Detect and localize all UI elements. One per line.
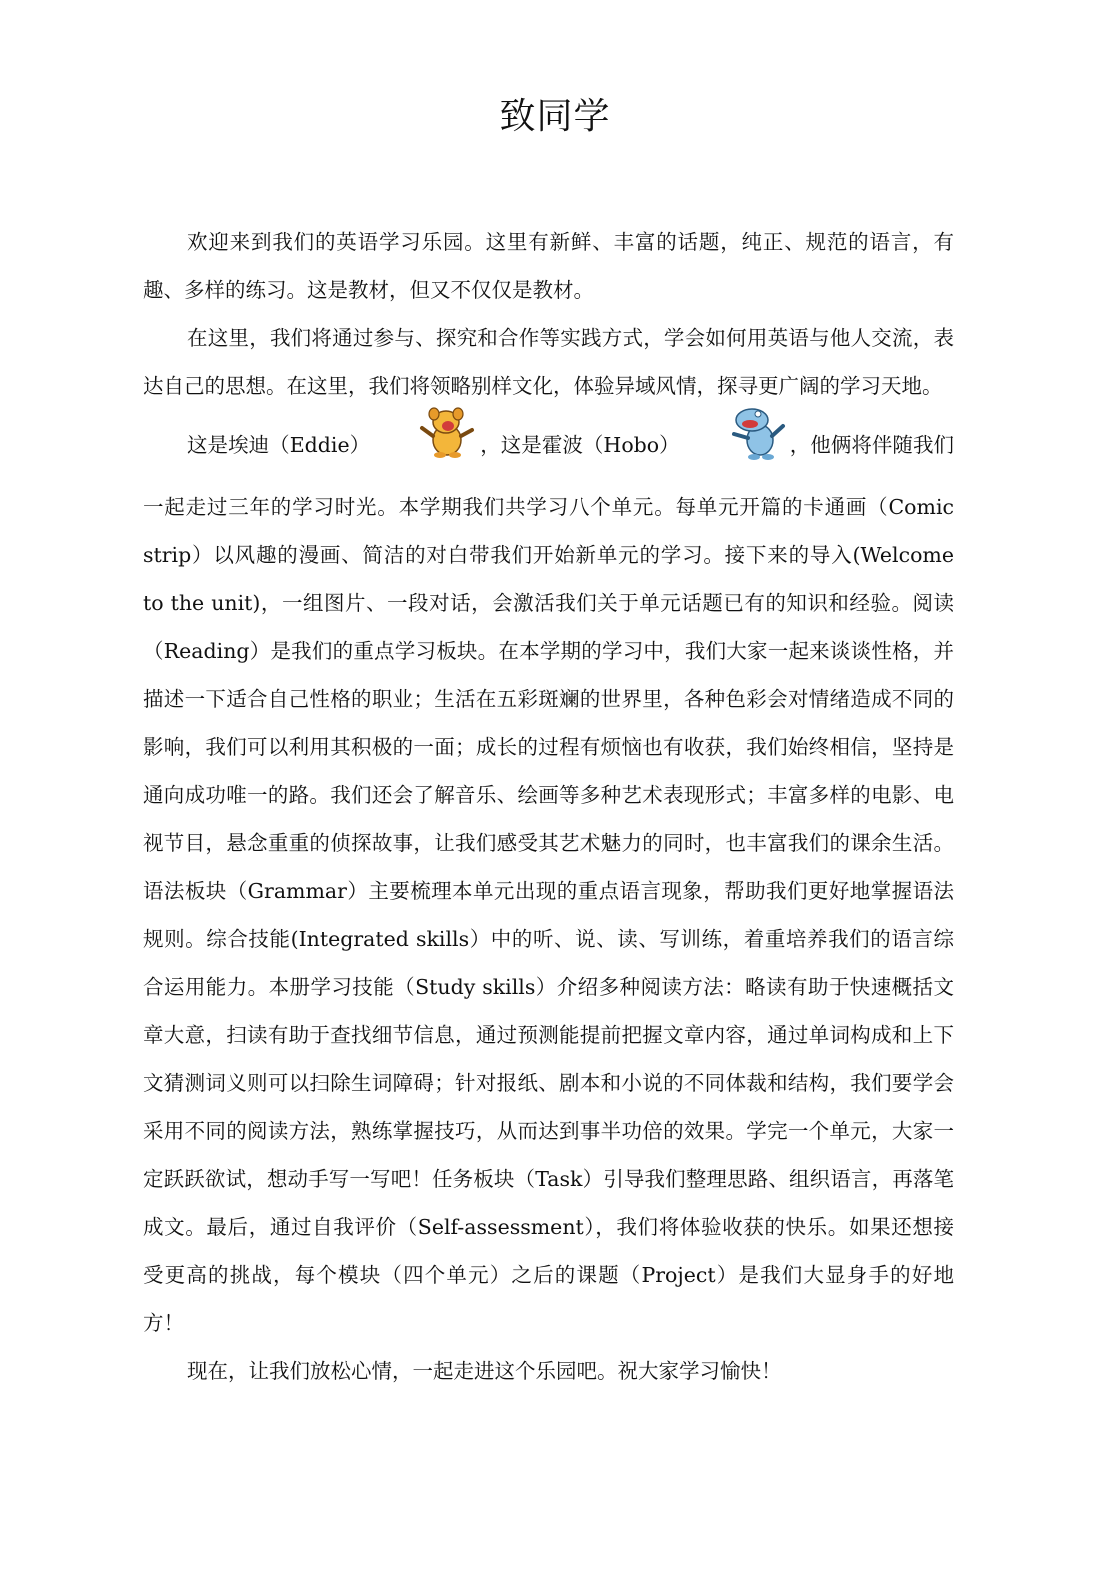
text-hobo: ，这是霍波（Hobo） [480, 433, 680, 457]
paragraph-intro: 欢迎来到我们的英语学习乐园。这里有新鲜、丰富的话题，纯正、规范的语言，有趣、多样的练习。这是教材，但又不仅仅是教材。 [143, 230, 954, 302]
text-eddie: 这是埃迪（Eddie） [187, 433, 371, 457]
hobo-hippo-icon [684, 404, 786, 477]
eddie-dog-icon [374, 406, 476, 475]
paragraph-practice: 在这里，我们将通过参与、探究和合作等实践方式，学会如何用英语与他人交流，表达自己的思想。在这里，我们将领略别样文化，体验异域风情，探寻更广阔的学习天地。 [143, 326, 954, 398]
paragraph-closing: 现在，让我们放松心情，一起走进这个乐园吧。祝大家学习愉快！ [187, 1359, 782, 1383]
letter-body [143, 218, 954, 1395]
paragraph-units [143, 410, 954, 1347]
page-title: 致同学 [499, 96, 611, 137]
text-units: ，他俩将伴随我们一起走过三年的学习时光。本学期我们共学习八个单元。每单元开篇的卡通画（Comic strip）以风趣的漫画、简洁的对白带我们开始新单元的学习。接下来的导入(Welcome to the unit)，一组图片、一段对话，会激活我们关于单元话题已有的知识和经验。阅读（Reading）是我们的重点学习板块。在本学期的学习中，我们大家一起来谈谈性格，并描述一下适合自己性格的职业；生活在五彩斑斓的世界里，各种色彩会对情绪造成不同的影响，我们可以利用其积极的一面；成长的过程有烦恼也有收获，我们始终相信，坚持是通向成功唯一的路。我们还会了解音乐、绘画等多种艺术表现形式；丰富多样的电影、电视节目，悬念重重的侦探故事，让我们感受其艺术魅力的同时，也丰富我们的课余生活。语法板块（Grammar）主要梳理本单元出现的重点语言现象，帮助我们更好地掌握语法规则。综合技能(Integrated skills）中的听、说、读、写训练，着重培养我们的语言综合运用能力。本册学习技能（Study skills）介绍多种阅读方法：略读有助于快速概括文章大意，扫读有助于查找细节信息，通过预测能提前把握文章内容，通过单词构成和上下文猜测词义则可以扫除生词障碍；针对报纸、剧本和小说的不同体裁和结构，我们要学会采用不同的阅读方法，熟练掌握技巧，从而达到事半功倍的效果。学完一个单元，大家一定跃跃欲试，想动手写一写吧！任务板块（Task）引导我们整理思路、组织语言，再落笔成文。最后，通过自我评价（Self-assessment），我们将体验收获的快乐。如果还想接受更高的挑战，每个模块（四个单元）之后的课题（Project）是我们大显身手的好地方！ [143, 433, 955, 1335]
